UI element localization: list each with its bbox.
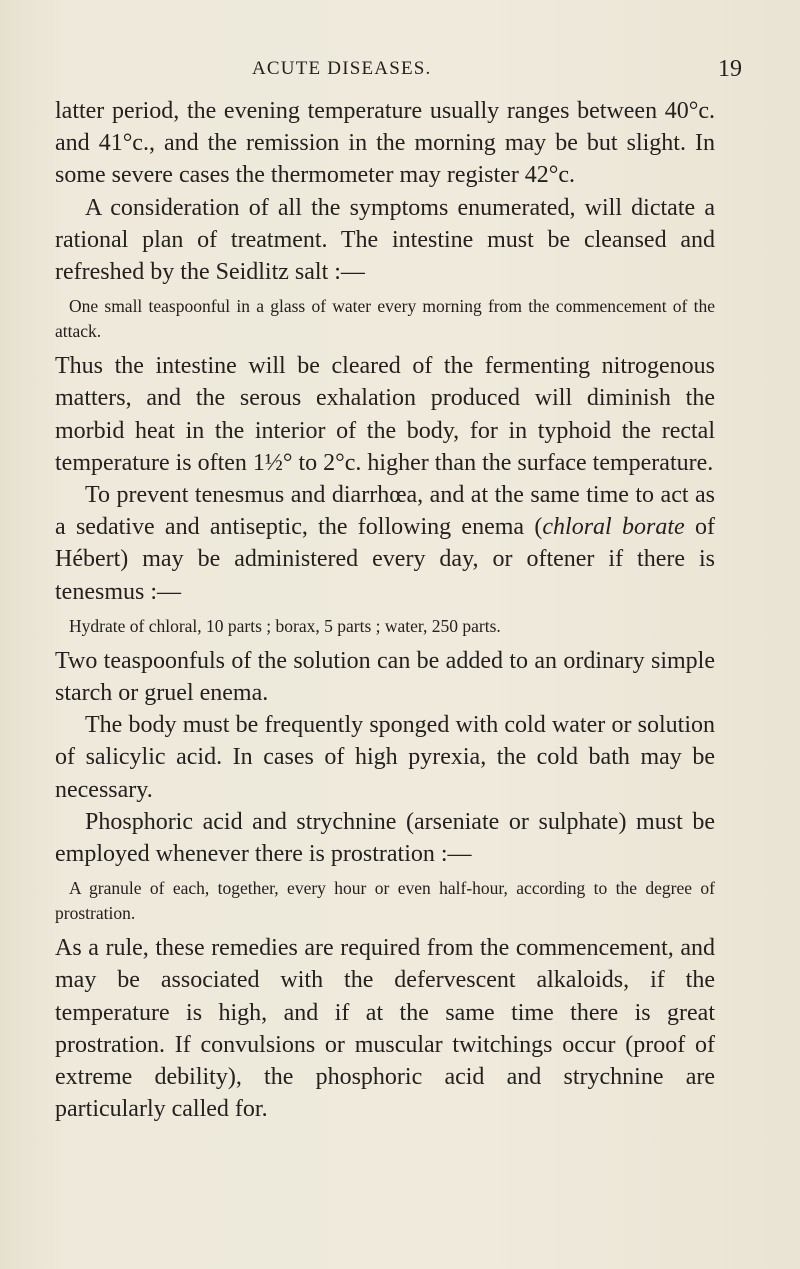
paragraph-intestine-cleared: Thus the intestine will be cleared of the fermenting nitrogenous matters, and the serous exhalation produced will diminish the morbid heat in the interior of the body, for in typhoid the rectal temperature is often 1½° to 2°c. higher than the surface temperature. (55, 353, 715, 476)
body-text (55, 95, 715, 1125)
paragraph-teaspoonfuls: Two teaspoonfuls of the solution can be added to an ordinary simple starch or gruel enema. (55, 647, 715, 707)
paragraph-sponging: The body must be frequently sponged with cold water or solution of salicylic acid. In cases of high pyrexia, the cold bath may be necessary. (55, 712, 715, 803)
page-header (0, 58, 800, 88)
prescription-granule: A granule of each, together, every hour or even half-hour, according to the degree of prostration. (55, 878, 715, 924)
paragraph-temperature: latter period, the evening temperature usually ranges between 40°c. and 41°c., and the remission in the morning may be but slight. In some severe cases the thermometer may register 42°c. (55, 98, 715, 189)
enema-italic-term: chloral borate (542, 514, 685, 541)
page-number: 19 (718, 56, 742, 82)
prescription-chloral: Hydrate of chloral, 10 parts ; borax, 5 parts ; water, 250 parts. (69, 615, 501, 636)
enema-text-rest: of Hébert) may be administered every day, or oftener if there is tenesmus :— (55, 514, 715, 605)
paragraph-phosphoric-acid: Phosphoric acid and strychnine (arseniate or sulphate) must be employed whenever there is prostration :— (55, 808, 715, 868)
paragraph-remedies-rule: As a rule, these remedies are required from the commencement, and may be associated with the defervescent alkaloids, if the temperature is high, and if at the same time there is great prostration. If convulsions or muscular twitchings occur (proof of extreme debility), the phosphoric acid and strychnine are particularly called for. (55, 935, 715, 1123)
prescription-seidlitz: One small teaspoonful in a glass of water every morning from the commencement of the attack. (55, 296, 715, 342)
enema-text-start: To prevent tenesmus and diarrhœa, and at the same time to act as a sedative and antiseptic, the following enema (55, 482, 715, 541)
running-head: ACUTE DISEASES. (252, 58, 432, 79)
enema-open-paren: ( (534, 514, 543, 541)
paragraph-treatment-plan: A consideration of all the symptoms enumerated, will dictate a rational plan of treatment. The intestine must be cleansed and refreshed by the Seidlitz salt :— (55, 194, 715, 286)
paragraph-enema (55, 479, 715, 608)
